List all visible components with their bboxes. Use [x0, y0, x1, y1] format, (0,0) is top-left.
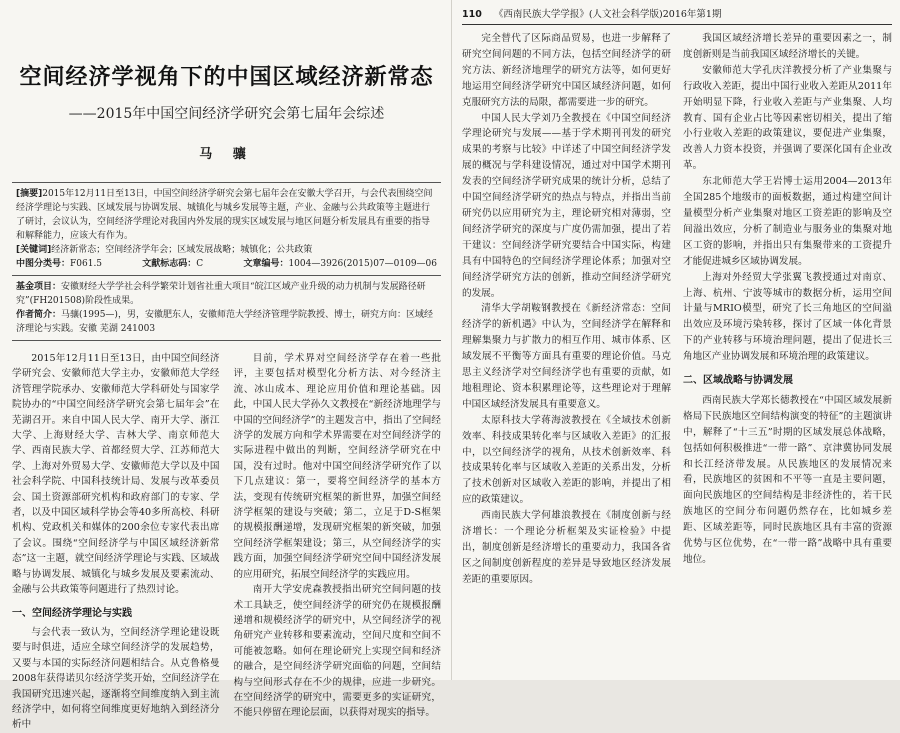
right-page [452, 0, 900, 680]
classification-row [12, 257, 441, 271]
right-body [462, 31, 892, 588]
body-paragraph: 西南民族大学郑长德教授在“中国区域发展新格局下民族地区空间结构演变的特征”的主题演讲中，解释了“十三五”时期的区域发展总体战略，包括如何积极推进“一带一路”、京津冀协同发展和长江经济带发展。从民族地区的发展情况来看，民族地区的贫困和不平等一直是主要问题，面向民族地区的空间结构是非经济性的，若干民族地区的空间分布问题仍然存在，比如城乡差距、区域差距等，同时民族地区具有丰富的资源优势与区位优势，在“一带一路”战略中具有重要地位。 [683, 394, 892, 565]
article-no-item [243, 257, 437, 271]
clc-label: 中图分类号： [16, 259, 71, 269]
body-paragraph: 上海对外经贸大学张翼飞教授通过对南京、上海、杭州、宁波等城市的数据分析，运用空间计量与MRIO模型，研究了长三角地区的空间溢出效应及环境污染转移，探讨了区域一体化背景下的产业转移与环境治理问题，提出了促进长三角地区产业协调发展和环境治理的政策建议。 [683, 271, 892, 363]
clc-value: F061.5 [70, 259, 103, 269]
author-bio [12, 308, 441, 336]
fund-label: 基金项目： [16, 282, 62, 292]
article-no-value: 1004—3926(2015)07—0109—06 [288, 259, 437, 269]
article-title: 空间经济学视角下的中国区域经济新常态 [19, 65, 434, 90]
divider [12, 275, 441, 276]
body-paragraph: 西南民族大学何雄浪教授在《制度创新与经济增长：一个理论分析框架及实证检验》中提出，制度创新是经济增长的重要动力，我国各省区之间制度创新程度的差异是导致地区经济发展差距的重要原因。 [462, 510, 671, 585]
section-heading: 二、区域战略与协调发展 [683, 375, 793, 387]
body-paragraph: 与会代表一致认为，空间经济学理论建设既要与时俱进，适应全球空间经济学的发展趋势，又要与本国的实际经济问题相结合。从克鲁格曼2008年获得诺贝尔经济学奖开始，空间经济学在我国研究迅速兴起，逐渐将空间维度纳入到主流经济学中，如何将空间维度更好地纳入到经济分析中 [12, 626, 220, 731]
bio-label: 作者简介： [16, 310, 62, 320]
right-column-2 [683, 31, 892, 588]
body-paragraph: 南开大学安虎森教授指出研究空间问题的技术工具缺乏，使空间经济学的研究仍在规模报酬递增和规模经济学的研究中，从空间经济学的视角研究产业转移和要素流动，空间尺度和空间不可能被忽略。如何在理论研究上实现空间和经济的融合，是空间经济学研究面临的问题，空间结构与空间形式存在不少的规律，应进一步研究。在空间经济学的研究中，需要更多的实证研究，不能只停留在理论层面，以获得对现实的指导。 [233, 584, 441, 719]
left-body [12, 351, 441, 733]
doc-code-label: 文献标志码： [142, 259, 197, 269]
body-paragraph: 安徽师范大学孔庆洋教授分析了产业集聚与行政收入差距，提出中国行业收入差距从2011年开始明显下降，行业收入差距与产业集聚、人均教育、国有企业占比等因素密切相关，提出了缩小行业收入差距的政策建议，要促进产业集聚，改善人力资本投资，并强调了要深化国有企业改革。 [683, 64, 892, 172]
article-subtitle: ——2015年中国空间经济学研究会第七届年会综述 [68, 106, 385, 122]
clc-item [16, 257, 102, 271]
section-heading: 一、空间经济学理论与实践 [12, 607, 132, 619]
bio-text: 马骧(1995—)，男，安徽肥东人，安徽师范大学经济管理学院教授、博士，研究方向：区域经济理论与实践。安徽 芜湖 241003 [16, 310, 433, 334]
body-paragraph: 东北师范大学王岩博士运用2004—2013年全国285个地级市的面板数据，通过构建空间计量模型分析产业集聚对地区工资差距的影响及空间溢出效应，分析了制造业与服务业的集聚对地区工资的影响，并指出只有集聚带来的工资提升才能促进城乡区域协调发展。 [683, 176, 892, 267]
left-column-1 [12, 351, 220, 733]
keywords [12, 243, 441, 257]
body-paragraph: 太原科技大学蒋海波教授在《全域技术创新效率、科技成果转化率与区域收入差距》的汇报中，以空间经济学的视角，从技术创新效率、科技成果转化率与区域收入差距的关系出发，分析了技术创新对区域收入差距的影响，并提出了相应的政策建议。 [462, 414, 671, 506]
abstract-text: 2015年12月11日至13日，中国空间经济学研究会第七届年会在安徽大学召开，与会代表围绕空间经济学理论与实践、区域发展与协调发展、城镇化与城乡发展等主题，产业、金融与公共政策等主题进行了研讨，会议认为，空间经济学理论对我国内外发展的现实区域发展与地区问题分析发展具有重要的指导和解释能力，应该大有作为。 [16, 189, 433, 241]
body-paragraph: 我国区域经济增长差异的重要因素之一，制度创新则是当前我国区域经济增长的关键。 [683, 33, 892, 60]
abstract-label: [摘要] [16, 189, 43, 199]
divider [12, 182, 441, 183]
article-author: 马 骧 [199, 147, 254, 162]
body-paragraph: 中国人民大学刘乃全教授在《中国空间经济学理论研究与发展——基于学术期刊刊发的研究成果的考察与比较》中详述了中国空间经济学发展的概况与学科建设情况，通过对中国学术期刊发表的空间经济学研究成果的统计分析，总结了中国空间经济学研究的热点与特点，并指出当前研究仍以应用研究为主，理论研究相对薄弱，空间经济学研究的深度与广度仍需加强，提出了若干建议：空间经济学研究要结合中国实际，构建具有中国特色的空间经济学理论体系；加强对空间经济学研究方法的创新，推动空间经济学研究的发展。 [462, 112, 671, 299]
keywords-label: [关键词] [16, 245, 52, 255]
page-number: 110 [462, 9, 482, 20]
doc-code-value: C [196, 259, 204, 269]
body-paragraph: 2015年12月11日至13日，由中国空间经济学研究会、安徽师范大学主办，安徽师范大学经济管理学院承办、安徽师范大学科研处与国家学院协办的“中国空间经济学研究会第七届年会”在芜湖召开。来自中国人民大学、南开大学、浙江大学、上海财经大学、吉林大学、南京师范大学、西南民族大学、首都经贸大学、江苏师范大学、上海对外贸易大学、安徽师范大学以及中国社会科学院、中国科技统计局、发展与改革委员会、国土资源部研究机构和政府部门的专家、学者，以及中国区域科学协会等40多所高校、科研机构、党政机关和媒体的200余位专家代表出席了会议。围绕“空间经济学与中国区域经济新常态”这一主题，就空间经济学理论与实践、区域战略与协调发展、城镇化与城乡发展及要素流动、金融与公共政策等问题进行了热烈讨论。 [12, 353, 220, 596]
article-no-label: 文章编号： [243, 259, 289, 269]
journal-name: 《西南民族大学学报》(人文社会科学版)2016年第1期 [493, 9, 722, 20]
divider [12, 340, 441, 341]
doc-code-item [142, 257, 203, 271]
body-paragraph: 目前，学术界对空间经济学存在着一些批评，主要包括对模型化分析方法、对今经济主流、冰山成本、理论应用价值和理论基础。因此，中国人民大学孙久文教授在“新经济地理学与中国的空间经济学”的主题发言中，指出了空间经济学的发展方向和学术界需要在对空间经济学的实际进程中做出的判断，空间经济学研究在中国，没有过时。他对中国空间经济学研究作了以下几点建议：第一，要将空间经济学的基本方法，变现有传统研究框架的新世界，加强空间经济学框架的建设与突破；第二，立足于D-S框架的规模报酬递增，发现研究框架的新突破，加强空间经济学框架建设；第三，从空间经济学的实践方面，加强空间经济学研究空间中国经济发展的应用研究，拓展空间经济学的实践应用。 [233, 353, 441, 580]
running-head [462, 0, 892, 25]
right-column-1 [462, 31, 671, 588]
article-meta [12, 182, 441, 341]
keywords-text: 经济新常态；空间经济学年会；区域发展战略；城镇化；公共政策 [51, 245, 313, 255]
body-paragraph: 完全替代了区际商品贸易，也进一步解释了研究空间问题的不同方法，包括空间经济学的研究方法、新经济地理学的研究方法等，如何更好地运用空间经济学研究中国区域经济问题，如何克服研究方法的局限，都需要进一步的研究。 [462, 33, 671, 108]
left-column-2 [234, 351, 442, 733]
fund-text: 安徽财经大学学社会科学繁荣计划省社重大项目“皖江区域产业升级的动力机制与发展路径研究”(FH201508)阶段性成果。 [16, 282, 426, 306]
fund-note [12, 280, 441, 308]
abstract [12, 187, 441, 243]
body-paragraph: 清华大学胡鞍钢教授在《新经济常态：空间经济学的新机遇》中认为，空间经济学在解释和理解集聚力与扩散力的相互作用、城市体系、区域发展不平衡等方面具有重要的理论价值。马克思主义经济学对空间经济学也有重要的贡献，如地租理论、资本积累理论等，这些理论对于理解中国区域经济发展具有重要意义。 [462, 303, 671, 410]
